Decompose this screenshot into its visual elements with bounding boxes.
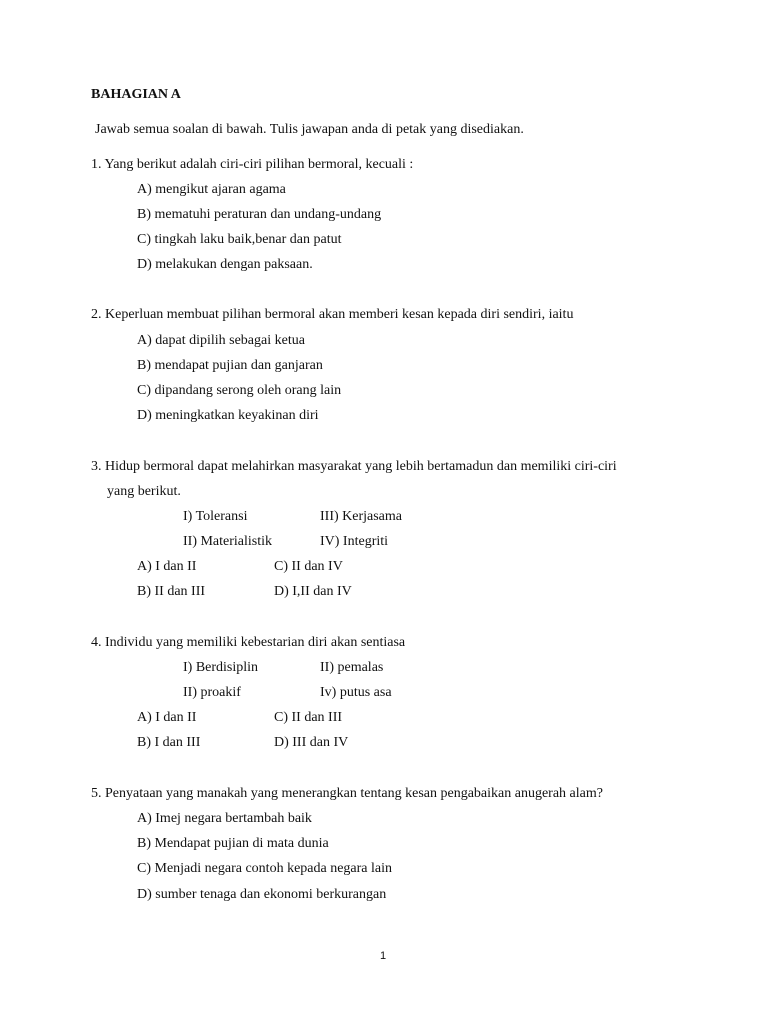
option-c: C) Menjadi negara contoh kepada negara lain bbox=[137, 861, 393, 876]
option-d: D) sumber tenaga dan ekonomi berkurangan bbox=[137, 887, 387, 902]
item-i: I) Berdisiplin bbox=[183, 660, 259, 675]
question-text-continued: yang berikut. bbox=[107, 484, 181, 499]
item-i: I) Toleransi bbox=[183, 509, 248, 524]
option-c: C) II dan IV bbox=[274, 559, 343, 574]
page-number: 1 bbox=[380, 950, 387, 962]
option-c: C) II dan III bbox=[274, 710, 343, 725]
question-text: 5. Penyataan yang manakah yang menerangkan tentang kesan pengabaikan anugerah alam? bbox=[91, 786, 603, 801]
item-iii: III) Kerjasama bbox=[320, 509, 403, 524]
option-b: B) mendapat pujian dan ganjaran bbox=[137, 358, 323, 373]
option-b: B) I dan III bbox=[137, 735, 201, 750]
option-a: A) I dan II bbox=[137, 710, 197, 725]
option-a: A) dapat dipilih sebagai ketua bbox=[137, 333, 305, 348]
item-iv: Iv) putus asa bbox=[320, 685, 392, 700]
option-c: C) tingkah laku baik,benar dan patut bbox=[137, 232, 342, 247]
option-d: D) melakukan dengan paksaan. bbox=[137, 257, 313, 272]
option-a: A) I dan II bbox=[137, 559, 197, 574]
option-a: A) mengikut ajaran agama bbox=[137, 182, 286, 197]
question-text: 1. Yang berikut adalah ciri-ciri pilihan bermoral, kecuali : bbox=[91, 157, 414, 172]
item-iv: IV) Integriti bbox=[320, 534, 389, 549]
option-d: D) I,II dan IV bbox=[274, 584, 352, 599]
option-b: B) II dan III bbox=[137, 584, 206, 599]
item-ii-b: II) proakif bbox=[183, 685, 241, 700]
section-title: BAHAGIAN A bbox=[91, 87, 181, 102]
question-text: 4. Individu yang memiliki kebestarian diri akan sentiasa bbox=[91, 635, 406, 650]
option-d: D) meningkatkan keyakinan diri bbox=[137, 408, 319, 423]
question-text: 3. Hidup bermoral dapat melahirkan masyarakat yang lebih bertamadun dan memiliki ciri-ciri bbox=[91, 459, 617, 474]
option-b: B) mematuhi peraturan dan undang-undang bbox=[137, 207, 382, 222]
option-a: A) Imej negara bertambah baik bbox=[137, 811, 312, 826]
option-c: C) dipandang serong oleh orang lain bbox=[137, 383, 342, 398]
option-b: B) Mendapat pujian di mata dunia bbox=[137, 836, 329, 851]
instruction-text: Jawab semua soalan di bawah. Tulis jawapan anda di petak yang disediakan. bbox=[95, 122, 524, 137]
option-d: D) III dan IV bbox=[274, 735, 349, 750]
item-ii: II) pemalas bbox=[320, 660, 384, 675]
item-ii: II) Materialistik bbox=[183, 534, 273, 549]
question-text: 2. Keperluan membuat pilihan bermoral akan memberi kesan kepada diri sendiri, iaitu bbox=[91, 307, 574, 322]
